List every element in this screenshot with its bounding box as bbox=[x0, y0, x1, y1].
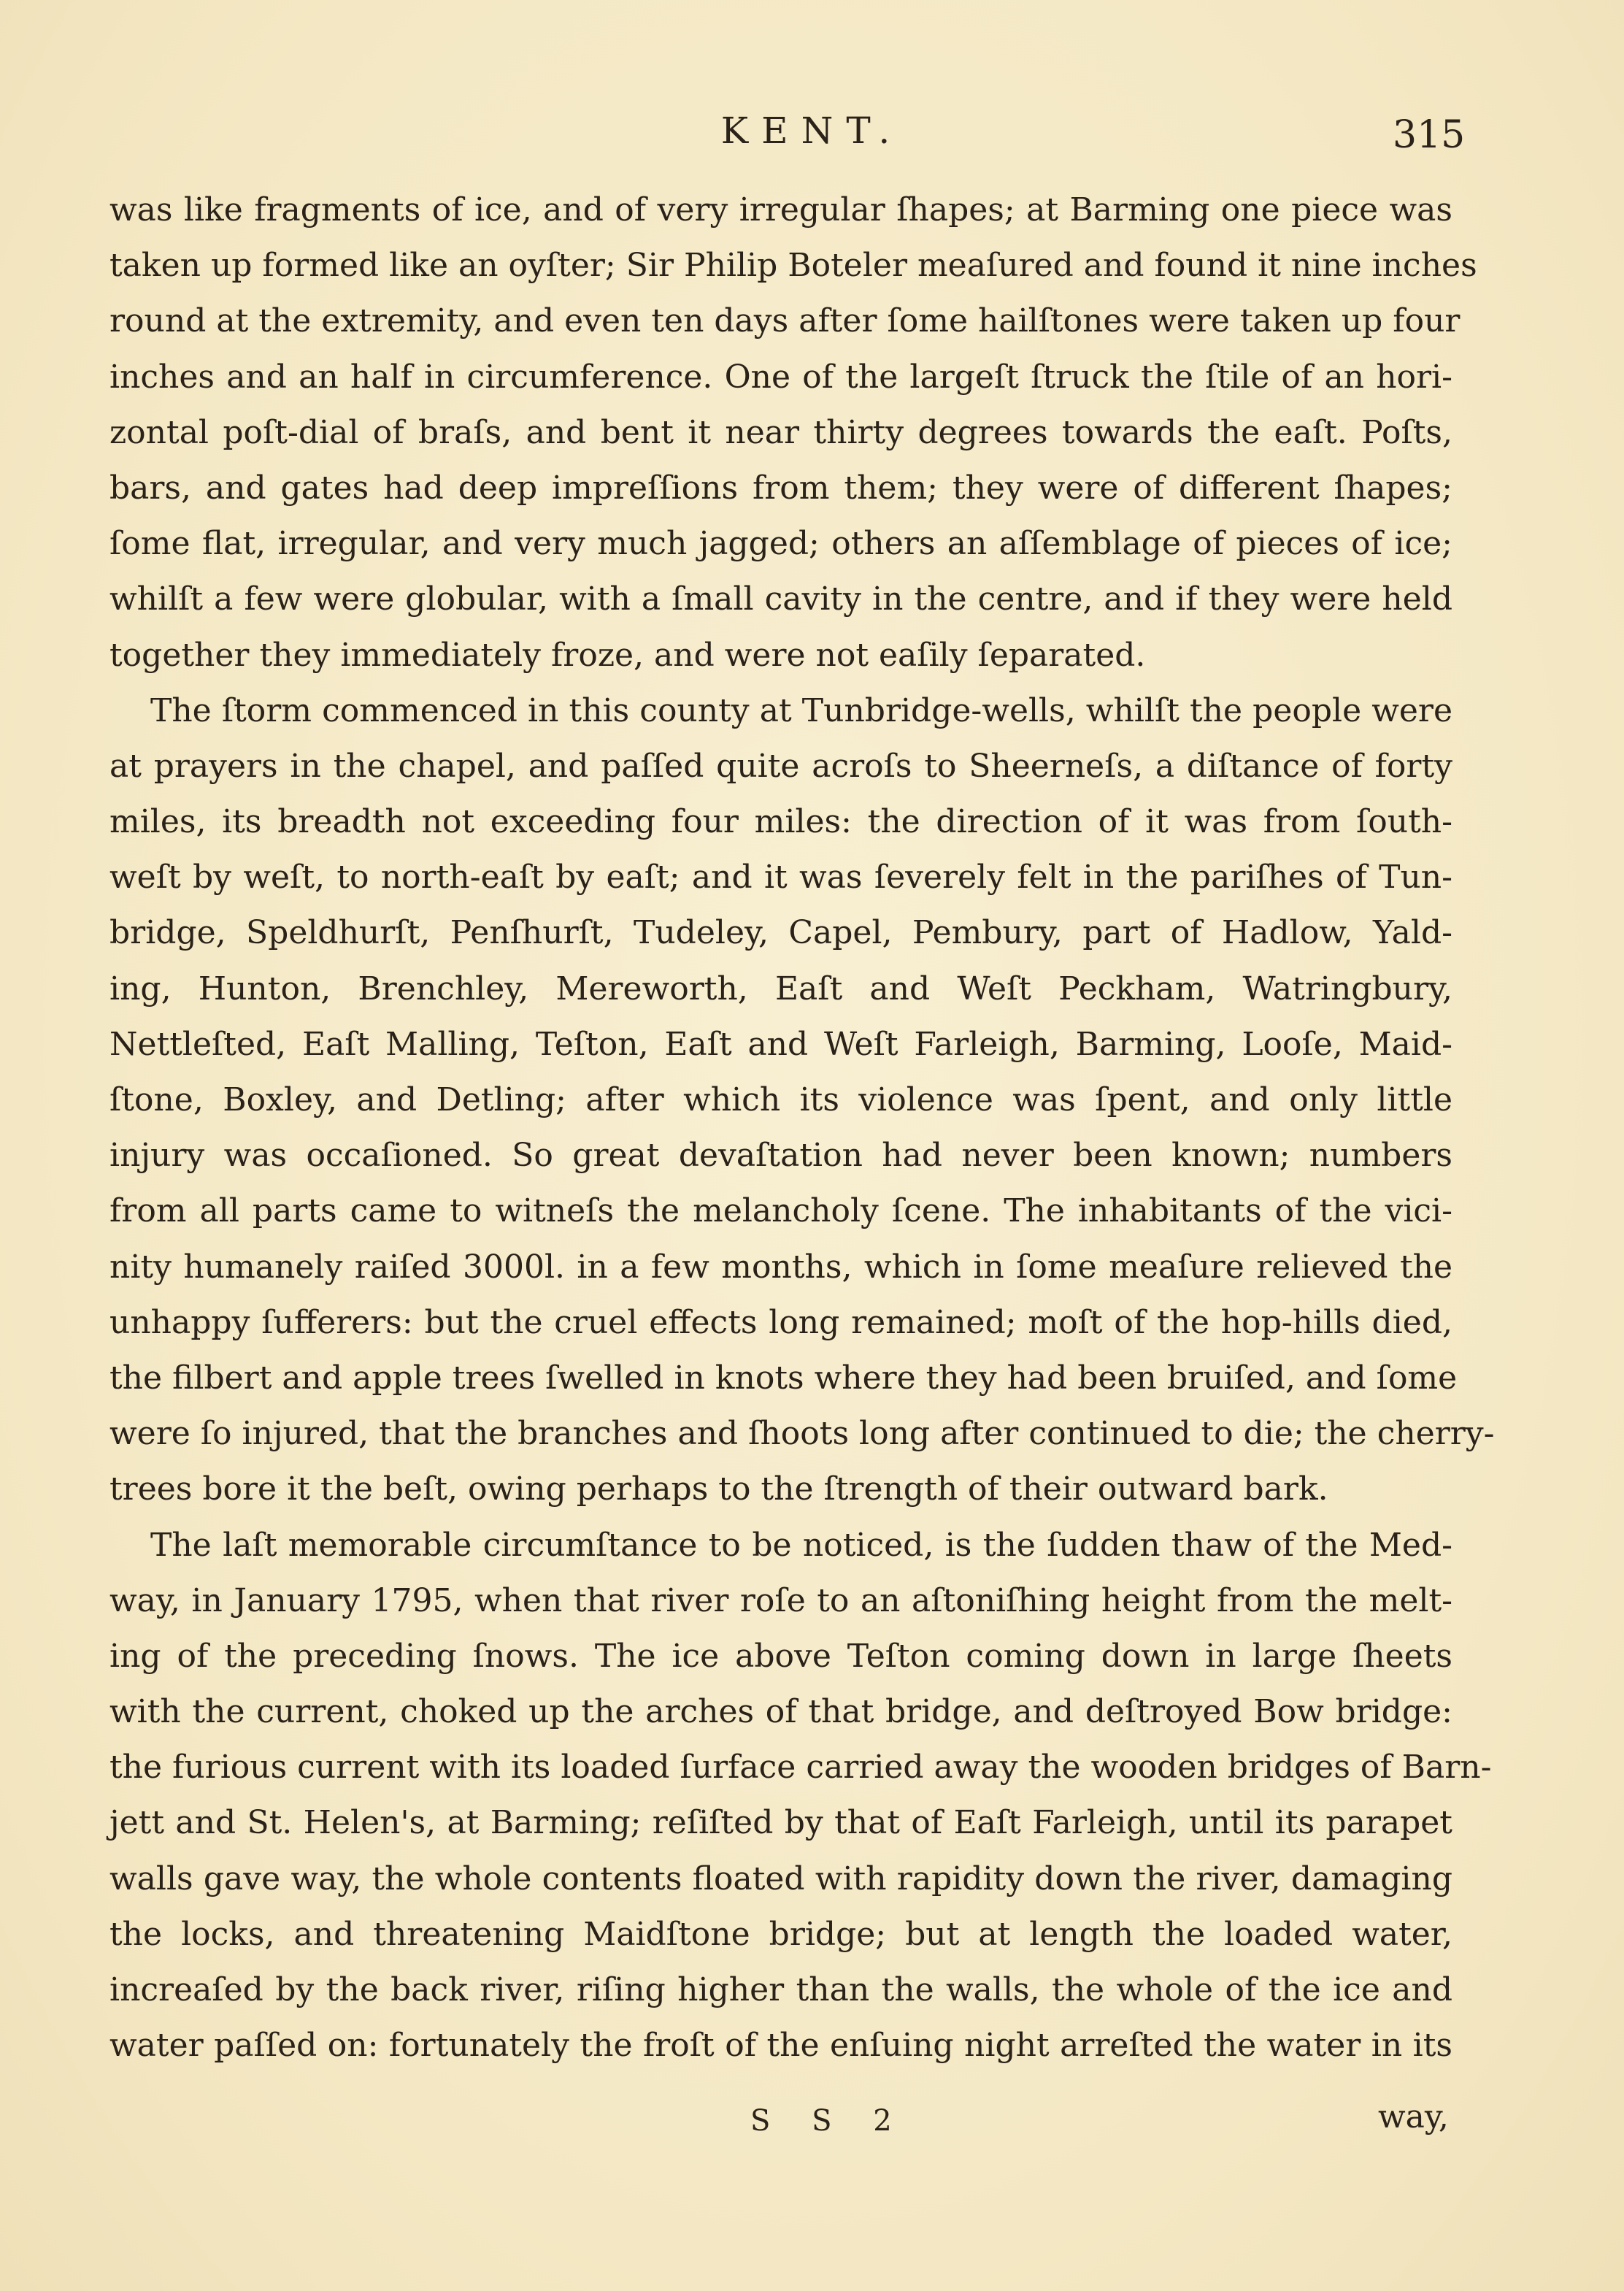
paragraph-1 bbox=[109, 183, 1477, 683]
text-line: whilſt a few were globular, with a ſmall cavity in the centre, and if they were held bbox=[109, 580, 1452, 618]
text-line: walls gave way, the whole contents floated with rapidity down the river, damaging bbox=[109, 1860, 1452, 1897]
text-line: was like fragments of ice, and of very irregular ſhapes; at Barming one piece was bbox=[109, 191, 1452, 229]
text-line: The laſt memorable circumſtance to be noticed, is the ſudden thaw of the Med- bbox=[150, 1526, 1452, 1564]
text-line: ing of the preceding ſnows. The ice above Teſton coming down in large ſheets bbox=[109, 1637, 1452, 1675]
text-line: zontal poſt-dial of braſs, and bent it near thirty degrees towards the eaſt. Poſts, bbox=[109, 413, 1452, 451]
text-line: taken up formed like an oyſter; Sir Philip Boteler meaſured and found it nine inches bbox=[109, 247, 1477, 285]
text-line: The ſtorm commenced in this county at Tunbridge-wells, whilſt the people were bbox=[150, 691, 1452, 729]
running-head: KENT. bbox=[720, 110, 904, 152]
text-line: injury was occaſioned. So great devaſtation had never been known; numbers bbox=[109, 1137, 1452, 1175]
text-line: trees bore it the beſt, owing perhaps to the ſtrength of their outward bark. bbox=[109, 1470, 1328, 1508]
text-line: miles, its breadth not exceeding four miles: the direction of it was from ſouth- bbox=[109, 803, 1452, 841]
text-line: jett and St. Helen's, at Barming; reſiſted by that of Eaſt Farleigh, until its parapet bbox=[109, 1804, 1452, 1842]
text-line: bridge, Speldhurſt, Penſhurſt, Tudeley, Capel, Pembury, part of Hadlow, Yald- bbox=[109, 914, 1452, 952]
text-line: the filbert and apple trees ſwelled in knots where they had been bruiſed, and ſome bbox=[109, 1359, 1458, 1397]
signature-mark: S S 2 bbox=[750, 2104, 908, 2138]
text-line: the locks, and threatening Maidſtone bridge; but at length the loaded water, bbox=[109, 1915, 1452, 1953]
text-line: from all parts came to witneſs the melancholy ſcene. The inhabitants of the vici- bbox=[109, 1192, 1452, 1230]
text-line: Nettleſted, Eaſt Malling, Teſton, Eaſt and Weſt Farleigh, Barming, Looſe, Maid- bbox=[109, 1025, 1452, 1063]
text-line: together they immediately froze, and were not eaſily ſeparated. bbox=[109, 636, 1146, 674]
text-line: water paſſed on: fortunately the froſt of the enſuing night arreſted the water in its bbox=[109, 2027, 1452, 2065]
text-line: inches and an half in circumference. One of the largeſt ſtruck the ſtile of an hori- bbox=[109, 358, 1452, 396]
paragraph-2 bbox=[109, 683, 1495, 1518]
body-text bbox=[109, 183, 1495, 2073]
page-number: 315 bbox=[1393, 113, 1466, 157]
text-line: increaſed by the back river, riſing higher than the walls, the whole of the ice and bbox=[109, 1971, 1452, 2008]
text-line: round at the extremity, and even ten days after ſome hailſtones were taken up four bbox=[109, 302, 1461, 340]
text-line: at prayers in the chapel, and paſſed quite acroſs to Sheerneſs, a diſtance of forty bbox=[109, 747, 1452, 785]
text-line: ſtone, Boxley, and Detling; after which its violence was ſpent, and only little bbox=[109, 1081, 1452, 1118]
text-line: way, in January 1795, when that river roſe to an aſtoniſhing height from the melt- bbox=[109, 1581, 1452, 1619]
text-line: ing, Hunton, Brenchley, Mereworth, Eaſt and Weſt Peckham, Watringbury, bbox=[109, 970, 1452, 1008]
text-line: weſt by weſt, to north-eaſt by eaſt; and it was ſeverely felt in the pariſhes of Tun- bbox=[109, 859, 1452, 897]
text-line: the furious current with its loaded ſurface carried away the wooden bridges of Barn- bbox=[109, 1749, 1492, 1787]
text-line: with the current, choked up the arches of that bridge, and deſtroyed Bow bridge: bbox=[109, 1693, 1452, 1731]
text-line: ſome flat, irregular, and very much jagged; others an aſſemblage of pieces of ice; bbox=[109, 525, 1452, 563]
text-line: unhappy ſufferers: but the cruel effects long remained; moſt of the hop-hills died, bbox=[109, 1303, 1452, 1341]
text-line: were ſo injured, that the branches and ſhoots long after continued to die; the cherry- bbox=[109, 1415, 1495, 1453]
text-line: nity humanely raiſed 3000l. in a few months, which in ſome meaſure relieved the bbox=[109, 1248, 1452, 1286]
catchword: way, bbox=[1378, 2098, 1449, 2135]
text-line: bars, and gates had deep impreſſions from them; they were of different ſhapes; bbox=[109, 469, 1452, 507]
paragraph-3 bbox=[109, 1518, 1492, 2074]
